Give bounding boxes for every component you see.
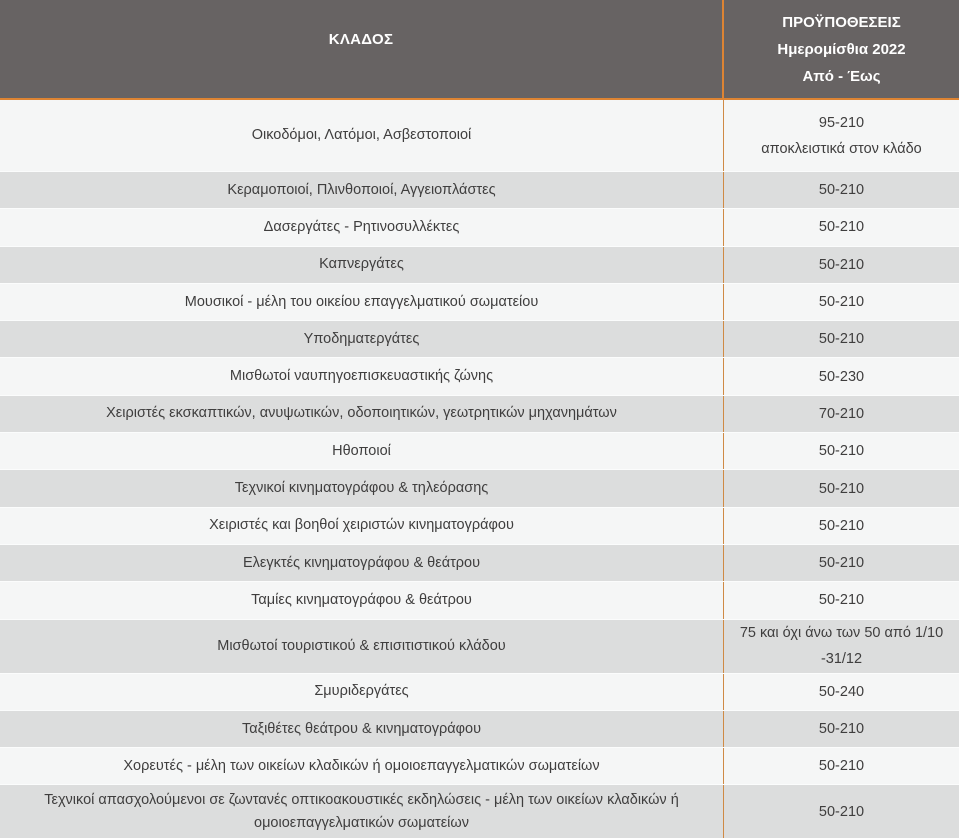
- conditions-cell: 50-210: [818, 182, 865, 199]
- conditions-cell: 95-210 αποκλειστικά στον κλάδο: [761, 114, 922, 157]
- conditions-cell: 50-230: [818, 368, 865, 385]
- sector-cell: Υποδηματεργάτες: [0, 321, 724, 357]
- header-sector-column: ΚΛΑΔΟΣ: [0, 0, 724, 98]
- sector-cell: Μισθωτοί τουριστικού & επισιτιστικού κλάδου: [0, 620, 724, 673]
- table-row: [0, 320, 959, 357]
- conditions-cell: 50-210: [818, 219, 865, 236]
- sector-cell: Κεραμοποιοί, Πλινθοποιοί, Αγγειοπλάστες: [0, 172, 724, 208]
- conditions-cell: 50-210: [818, 443, 865, 460]
- table-row: [0, 469, 959, 506]
- table-row: [0, 619, 959, 673]
- sector-cell: Χορευτές - μέλη των οικείων κλαδικών ή ομοιοεπαγγελματικών σωματείων: [0, 748, 724, 784]
- conditions-cell: 50-210: [818, 592, 865, 609]
- sector-cell: Ελεγκτές κινηματογράφου & θεάτρου: [0, 545, 724, 581]
- conditions-cell: 50-210: [818, 721, 865, 737]
- sector-cell: Τεχνικοί κινηματογράφου & τηλεόρασης: [0, 470, 724, 506]
- table-body: [0, 100, 959, 838]
- conditions-cell: 50-210: [818, 517, 865, 534]
- table-row: [0, 246, 959, 283]
- table-row: [0, 432, 959, 469]
- table-row: [0, 747, 959, 784]
- conditions-cell: 70-210: [818, 405, 865, 422]
- table-row: [0, 507, 959, 544]
- sector-cell: Χειριστές εκσκαπτικών, ανυψωτικών, οδοποιητικών, γεωτρητικών μηχανημάτων: [0, 396, 724, 432]
- table-row: [0, 208, 959, 245]
- conditions-cell: 50-210: [818, 758, 865, 775]
- sector-cell: Ηθοποιοί: [0, 433, 724, 469]
- conditions-cell: 50-210: [818, 294, 865, 311]
- conditions-cell: 75 και όχι άνω των 50 από 1/10 -31/12: [739, 625, 944, 668]
- sector-cell: Ταμίες κινηματογράφου & θεάτρου: [0, 582, 724, 618]
- table-header-row: [0, 0, 959, 100]
- sector-cell: Καπνεργάτες: [0, 247, 724, 283]
- conditions-cell: 50-210: [818, 256, 865, 273]
- conditions-cell: 50-210: [818, 555, 865, 572]
- table-row: [0, 395, 959, 432]
- conditions-cell: 50-210: [818, 480, 865, 497]
- table-row: [0, 100, 959, 171]
- conditions-cell: 50-210: [818, 803, 865, 820]
- table-row: [0, 673, 959, 710]
- sector-cell: Οικοδόμοι, Λατόμοι, Ασβεστοποιοί: [0, 100, 724, 171]
- sector-cell: Μουσικοί - μέλη του οικείου επαγγελματικού σωματείου: [0, 284, 724, 320]
- sector-cell: Μισθωτοί ναυπηγοεπισκευαστικής ζώνης: [0, 358, 724, 394]
- table-row: [0, 544, 959, 581]
- conditions-cell: 50-210: [818, 331, 865, 348]
- sector-cell: Δασεργάτες - Ρητινοσυλλέκτες: [0, 209, 724, 245]
- table-row: [0, 357, 959, 394]
- sector-cell: Χειριστές και βοηθοί χειριστών κινηματογράφου: [0, 508, 724, 544]
- table-row: [0, 171, 959, 208]
- table-row: [0, 283, 959, 320]
- header-conditions-column: ΠΡΟΫΠΟΘΕΣΕΙΣ Ημερομίσθια 2022 Από - Έως: [777, 14, 906, 85]
- sector-cell: Ταξιθέτες θεάτρου & κινηματογράφου: [0, 711, 724, 747]
- table-row: [0, 581, 959, 618]
- conditions-cell: 50-240: [818, 683, 865, 700]
- table-row: [0, 784, 959, 838]
- sector-cell: Σμυριδεργάτες: [0, 674, 724, 710]
- sector-cell: Τεχνικοί απασχολούμενοι σε ζωντανές οπτικοακουστικές εκδηλώσεις - μέλη των οικείων κλαδικών ή ομοιοεπαγγελματικών σωματείων: [0, 785, 724, 838]
- table-row: [0, 710, 959, 747]
